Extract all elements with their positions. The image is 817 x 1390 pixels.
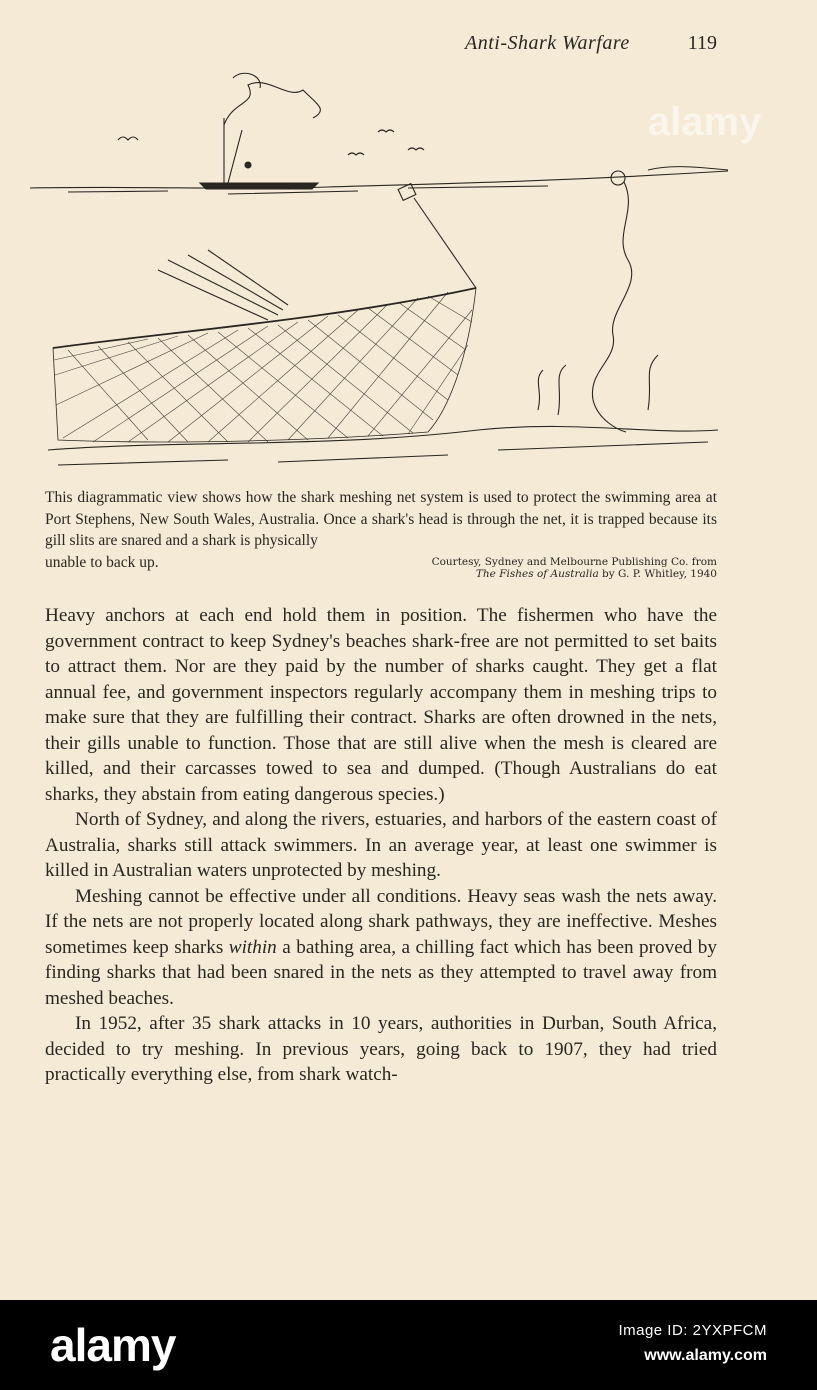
shark-net-illustration (28, 70, 732, 475)
site-url: www.alamy.com (644, 1347, 767, 1364)
body-text (45, 603, 717, 1088)
paragraph-3: Meshing cannot be effective under all conditions. Heavy seas wash the nets away. If the nets are not properly located along shark pathways, they are ineffective. Meshes sometimes keep sharks within a bathing area, a chilling fact which has been proved by finding sharks that had been snared in the nets as they attempted to travel away from meshed beaches. (45, 885, 717, 1009)
figure-caption (45, 487, 717, 580)
paragraph-4: In 1952, after 35 shark attacks in 10 years, authorities in Durban, South Africa, decided to try meshing. In previous years, going back to 1907, they had tried practically everything else, from shark watch- (45, 1013, 717, 1085)
credit-book-title: The Fishes of Australia (475, 567, 599, 580)
caption-text: This diagrammatic view shows how the shark meshing net system is used to protect the swimming area at Port Stephens, New South Wales, Australia. Once a shark's head is through the net, it is trapped because its gill slits are snared and a shark is physically (45, 489, 717, 549)
chapter-title: Anti-Shark Warfare (465, 32, 630, 54)
credit-line-1: Courtesy, Sydney and Melbourne Publishing Co. from (431, 555, 717, 568)
credit-author: by G. P. Whitley, 1940 (598, 567, 717, 580)
image-id: Image ID: 2YXPFCM (618, 1322, 767, 1339)
stock-footer (0, 1300, 817, 1390)
caption-last-line: unable to back up. (45, 553, 159, 571)
alamy-logo: alamy (50, 1319, 176, 1371)
paragraph-2: North of Sydney, and along the rivers, estuaries, and harbors of the eastern coast of Australia, sharks still attack swimmers. In an average year, at least one swimmer is killed in Australian waters unprotected by meshing. (45, 809, 717, 881)
image-credit (432, 556, 717, 580)
watermark: alamy (648, 100, 762, 144)
page-number: 119 (687, 32, 717, 54)
running-head (0, 32, 717, 55)
italic-word: within (228, 936, 277, 958)
paragraph-1: Heavy anchors at each end hold them in position. The fishermen who have the government contract to keep Sydney's beaches shark-free are not permitted to set baits to attract them. Nor are they paid by the number of sharks caught. They get a flat annual fee, and government inspectors regularly accompany them in meshing trips to make sure that they are fulfilling their contract. Sharks are often drowned in the nets, their gills unable to function. Those that are still alive when the mesh is cleared are killed, and their carcasses towed to sea and dumped. (Though Australians do eat sharks, they abstain from eating dangerous species.) (45, 605, 717, 805)
